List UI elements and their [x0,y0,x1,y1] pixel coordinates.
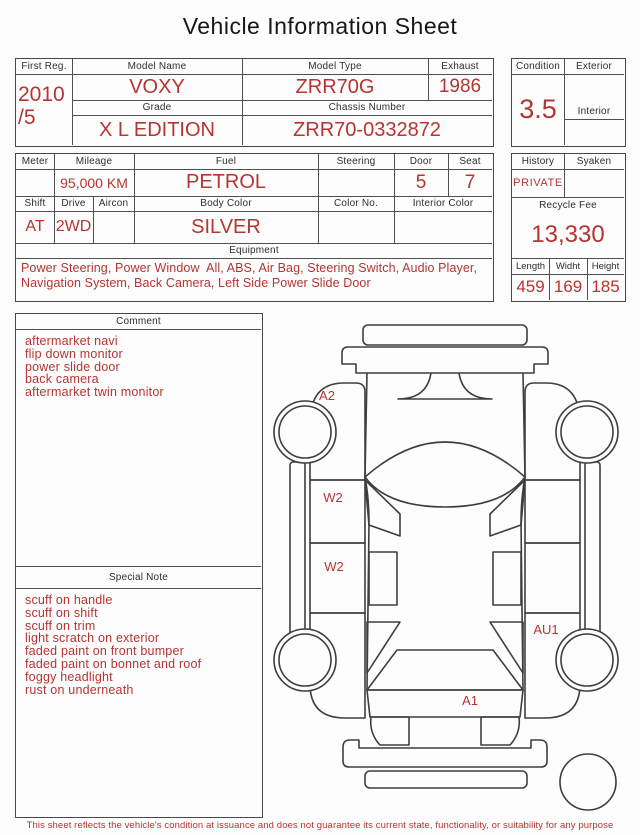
body-color-header: Body Color [200,198,252,209]
rear-bumper-bar [343,740,547,767]
mileage-header: Mileage [75,156,113,167]
comment-line: back camera [25,372,99,387]
comment-line: flip down monitor [25,346,123,361]
special-note-line: light scratch on exterior [25,631,160,646]
steering-value [318,169,394,196]
drive-header: Drive [61,198,86,209]
disclaimer-text: This sheet reflects the vehicle's condition at issuance and does not guarantee its current state, functionality, or suitability for any purpose [26,820,614,831]
door-header: Door [409,156,433,167]
drive-value: 2WD [55,218,92,235]
recycle-fee-header: Recycle Fee [539,200,597,211]
special-note-lines [25,594,201,696]
special-note-line: foggy headlight [25,669,113,684]
right-slide-door-panel [525,543,580,613]
fuel-value: PETROL [185,171,267,193]
seat-header: Seat [459,156,481,167]
exhaust-header: Exhaust [441,61,479,72]
chassis-number-header: Chassis Number [328,102,406,113]
left-quarter-window [367,622,400,673]
body-color-value: SILVER [191,215,261,238]
special-note-header: Special Note [16,566,261,589]
left-slide-door-panel [310,543,365,613]
wheel-rear-right [556,629,618,691]
grade-value: X L EDITION [99,118,215,141]
rear-window [367,650,523,690]
equipment-value: Power Steering, Power Window All, ABS, Air Bag, Steering Switch, Audio Player, Navigation System, Back Camera, Left Side Power Slide Door [21,261,481,290]
front-bumper-top-bar [363,325,527,345]
special-note-line: scuff on shift [25,605,98,620]
chassis-number-value: ZRR70-0332872 [293,118,441,141]
door-value: 5 [415,171,427,193]
condition-panel [511,58,626,147]
wheel-rear-left [274,629,336,691]
first-reg-year: 2010 [18,83,65,106]
grade-header: Grade [142,102,172,113]
model-type-value: ZRR70G [295,75,375,98]
cowl-line [398,373,492,399]
first-reg-month: /5 [18,106,36,129]
history-panel [511,153,626,302]
damage-label-w2-front: W2 [323,490,343,505]
special-note-line: faded paint on bonnet and roof [25,656,202,671]
right-rocker-panel [585,462,600,640]
right-door-window [493,552,521,605]
length-header: Length [515,260,546,272]
damage-label-a2: A2 [319,388,335,403]
first-reg-value [16,74,72,145]
car-diagram [270,308,635,815]
special-note-line: scuff on trim [25,618,96,633]
width-value: 169 [553,277,583,296]
mileage-value: 95,000 KM [60,174,128,191]
interior-value [564,120,624,145]
width-header: Widht [555,260,581,272]
height-header: Height [591,260,620,272]
model-info-table [15,58,494,147]
history-header: History [521,156,555,167]
shift-value: AT [25,218,45,235]
exterior-value [564,74,624,103]
color-no-header: Color No. [333,198,379,209]
special-note-line: faded paint on front bumper [25,644,184,659]
left-b-pillar [365,480,400,536]
special-note-line: scuff on handle [25,593,113,607]
aircon-header: Aircon [98,198,129,209]
height-value: 185 [591,277,620,296]
condition-value: 3.5 [519,94,557,124]
comment-line: aftermarket navi [25,334,118,348]
recycle-fee-value: 13,330 [531,221,605,248]
car-body-outline [342,325,548,788]
left-tail-light [371,717,409,745]
wheel-front-left [274,401,336,463]
comment-line: aftermarket twin monitor [25,385,164,400]
right-tail-light [481,717,519,745]
aircon-value [93,211,134,243]
exhaust-value: 1986 [438,76,482,97]
front-bumper-bar [342,347,548,373]
windshield [365,442,525,507]
interior-color-header: Interior Color [412,198,474,209]
tailgate-band [367,690,523,717]
right-b-pillar [490,480,525,536]
shift-header: Shift [24,198,46,209]
comment-line: power slide door [25,359,120,374]
model-name-value: VOXY [129,75,185,98]
rear-bumper-lower-bar [365,771,527,788]
page-title: Vehicle Information Sheet [182,13,458,39]
equipment-header: Equipment [229,245,279,256]
fuel-header: Fuel [215,156,237,167]
seat-value: 7 [464,171,476,193]
damage-label-w2-rear: W2 [324,559,344,574]
syaken-value [564,169,624,197]
spare-wheel [560,754,616,810]
syaken-header: Syaken [576,156,612,167]
damage-label-a1: A1 [462,693,478,708]
interior-color-value [394,211,492,243]
right-front-door-panel [525,480,580,543]
meter-header: Meter [21,156,49,167]
right-quarter-window [490,622,523,673]
history-value: PRIVATE [513,177,563,189]
comment-header: Comment [16,314,261,330]
comment-lines [25,335,164,399]
color-no-value [318,211,394,243]
model-type-header: Model Type [308,61,362,72]
model-name-header: Model Name [127,61,187,72]
left-rocker-panel [290,462,305,640]
exterior-header: Exterior [575,61,613,72]
left-door-window [369,552,397,605]
damage-label-au1: AU1 [533,622,559,637]
length-value: 459 [516,277,545,296]
special-note-line: rust on underneath [25,682,134,697]
spec-table [15,153,494,302]
meter-value [16,169,54,196]
first-reg-header: First Reg. [21,61,67,72]
steering-header: Steering [336,156,376,167]
interior-header: Interior [564,103,624,120]
wheel-front-right [556,401,618,463]
comment-box [15,313,263,818]
condition-header: Condition [515,61,561,72]
